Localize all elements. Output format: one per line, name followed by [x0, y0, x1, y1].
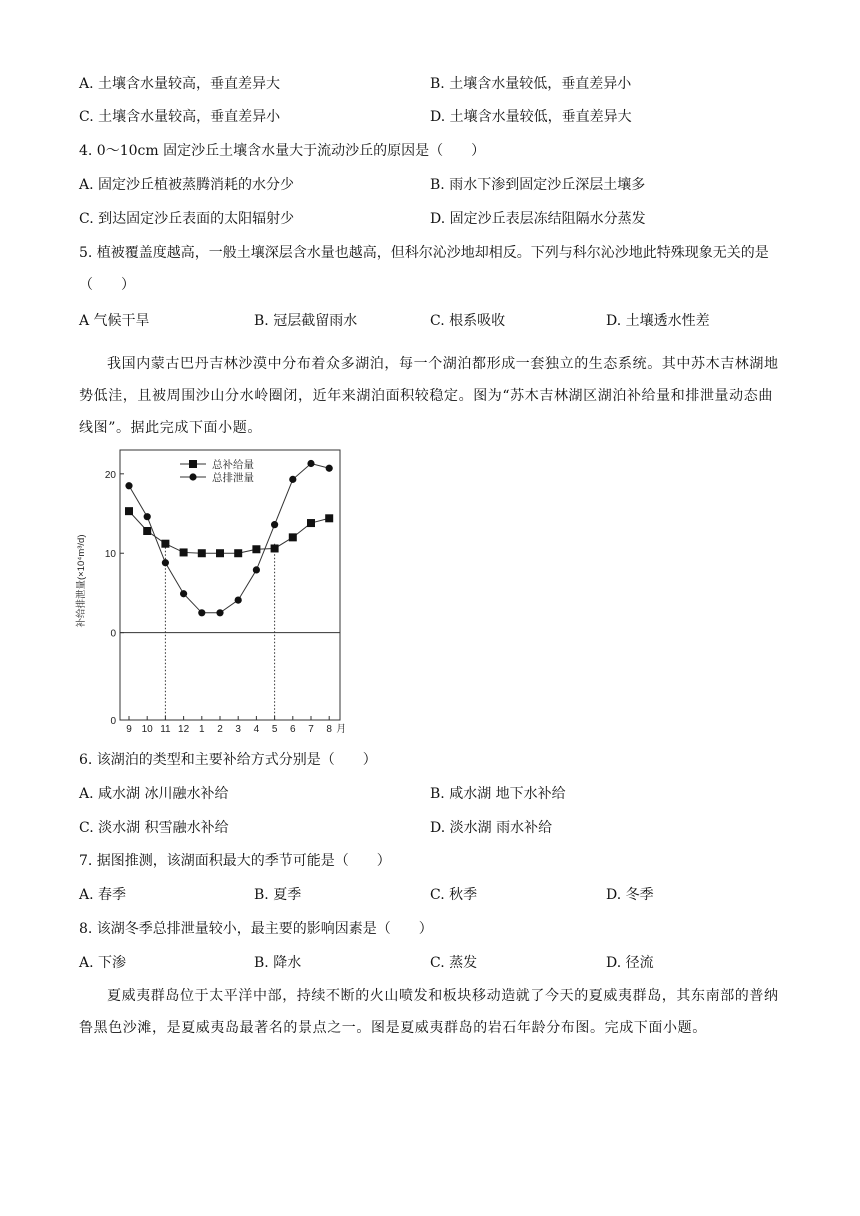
plot-frame	[120, 450, 340, 720]
data-point-circle	[198, 609, 205, 616]
data-point-square	[234, 549, 242, 557]
y-tick-label: 0	[110, 716, 116, 727]
q4-option-b: B. 雨水下渗到固定沙丘深层土壤多	[430, 177, 646, 193]
data-point-circle	[235, 596, 242, 603]
data-point-circle	[326, 465, 333, 472]
data-point-square	[143, 527, 151, 535]
q5-option-d: D. 土壤透水性差	[606, 313, 710, 329]
q5-stem: 5. 植被覆盖度越高，一般土壤深层含水量也越高，但科尔沁沙地却相反。下列与科尔沁沙地此特殊现象无关的是（ ）	[79, 245, 769, 293]
q8-option-a: A. 下渗	[79, 955, 127, 971]
q3-option-a: A. 土壤含水量较高，垂直差异大	[79, 76, 281, 92]
x-tick-label: 12	[178, 724, 190, 735]
data-point-square	[161, 540, 169, 548]
q5-option-b: B. 冠层截留雨水	[254, 313, 358, 329]
q6-option-c: C. 淡水湖 积雪融水补给	[79, 820, 229, 836]
data-point-circle	[144, 513, 151, 520]
q6-stem: 6. 该湖泊的类型和主要补给方式分别是（ ）	[79, 752, 377, 768]
y-axis-label: 补给排泄量(×10⁴m³/d)	[76, 534, 87, 628]
y-tick-label: 0	[110, 628, 116, 640]
x-tick-label: 7	[308, 724, 314, 735]
data-point-circle	[289, 476, 296, 483]
data-point-square	[125, 507, 133, 515]
q3-option-d: D. 土壤含水量较低，垂直差异大	[430, 109, 632, 125]
data-point-circle	[125, 482, 132, 489]
data-point-circle	[271, 521, 278, 528]
q6-option-d: D. 淡水湖 雨水补给	[430, 820, 553, 836]
q4-option-a: A. 固定沙丘植被蒸腾消耗的水分少	[79, 177, 295, 193]
q8-option-c: C. 蒸发	[430, 955, 478, 971]
data-point-square	[198, 549, 206, 557]
q4-stem: 4. 0～10cm 固定沙丘土壤含水量大于流动沙丘的原因是（ ）	[79, 143, 486, 159]
data-point-circle	[253, 566, 260, 573]
data-point-square	[180, 548, 188, 556]
x-axis-unit: 月	[336, 724, 347, 735]
x-tick-label: 10	[141, 724, 153, 735]
q7-option-b: B. 夏季	[254, 887, 302, 903]
q5-option-a: A 气候干旱	[79, 313, 150, 329]
legend-label: 总补给量	[212, 459, 254, 471]
q8-option-b: B. 降水	[254, 955, 302, 971]
q4-option-d: D. 固定沙丘表层冻结阻隔水分蒸发	[430, 211, 646, 227]
data-point-square	[289, 533, 297, 541]
data-point-circle	[162, 559, 169, 566]
passage-hawaii: 夏威夷群岛位于太平洋中部，持续不断的火山喷发和板块移动造就了今天的夏威夷群岛，其东南部的普纳鲁黑色沙滩，是夏威夷岛最著名的景点之一。图是夏威夷群岛的岩石年龄分布图。完成下面小题。	[79, 988, 779, 1036]
y-tick-label: 20	[104, 469, 116, 481]
data-point-square	[271, 544, 279, 552]
x-tick-label: 8	[326, 724, 332, 735]
q7-option-a: A. 春季	[79, 887, 127, 903]
x-tick-label: 5	[271, 724, 278, 735]
data-point-square	[252, 545, 260, 553]
data-point-circle	[216, 609, 223, 616]
q6-option-b: B. 咸水湖 地下水补给	[430, 786, 566, 802]
legend-label: 总排泄量	[212, 472, 254, 484]
q7-option-d: D. 冬季	[606, 887, 654, 903]
q8-option-d: D. 径流	[606, 955, 654, 971]
data-point-circle	[307, 460, 314, 467]
data-point-square	[216, 549, 224, 557]
legend-marker-square	[189, 460, 197, 468]
data-point-circle	[180, 590, 187, 597]
q5-option-c: C. 根系吸收	[430, 313, 506, 329]
x-tick-label: 9	[126, 724, 132, 735]
q6-option-a: A. 咸水湖 冰川融水补给	[79, 786, 229, 802]
data-point-square	[307, 519, 315, 527]
q8-stem: 8. 该湖冬季总排泄量较小，最主要的影响因素是（ ）	[79, 921, 433, 937]
q3-option-b: B. 土壤含水量较低，垂直差异小	[430, 76, 632, 92]
x-tick-label: 3	[235, 724, 241, 735]
lake-recharge-discharge-chart	[70, 446, 360, 746]
legend-marker-circle	[189, 473, 196, 480]
q7-option-c: C. 秋季	[430, 887, 478, 903]
x-tick-label: 6	[290, 724, 296, 735]
x-tick-label: 2	[217, 724, 223, 735]
data-point-square	[325, 514, 333, 522]
q3-option-c: C. 土壤含水量较高，垂直差异小	[79, 109, 281, 125]
x-tick-label: 11	[160, 724, 171, 735]
q7-stem: 7. 据图推测，该湖面积最大的季节可能是（ ）	[79, 853, 391, 869]
x-tick-label: 4	[253, 724, 260, 735]
series-line	[129, 464, 329, 613]
q4-option-c: C. 到达固定沙丘表面的太阳辐射少	[79, 211, 295, 227]
passage-lake: 我国内蒙古巴丹吉林沙漠中分布着众多湖泊，每一个湖泊都形成一套独立的生态系统。其中苏木吉林湖地势低洼，且被周围沙山分水岭圈闭，近年来湖泊面积较稳定。图为“苏木吉林湖区湖泊补给量和排泄量动态曲线图”。据此完成下面小题。	[79, 356, 779, 436]
x-tick-label: 1	[199, 724, 205, 735]
y-tick-label: 10	[104, 549, 116, 561]
